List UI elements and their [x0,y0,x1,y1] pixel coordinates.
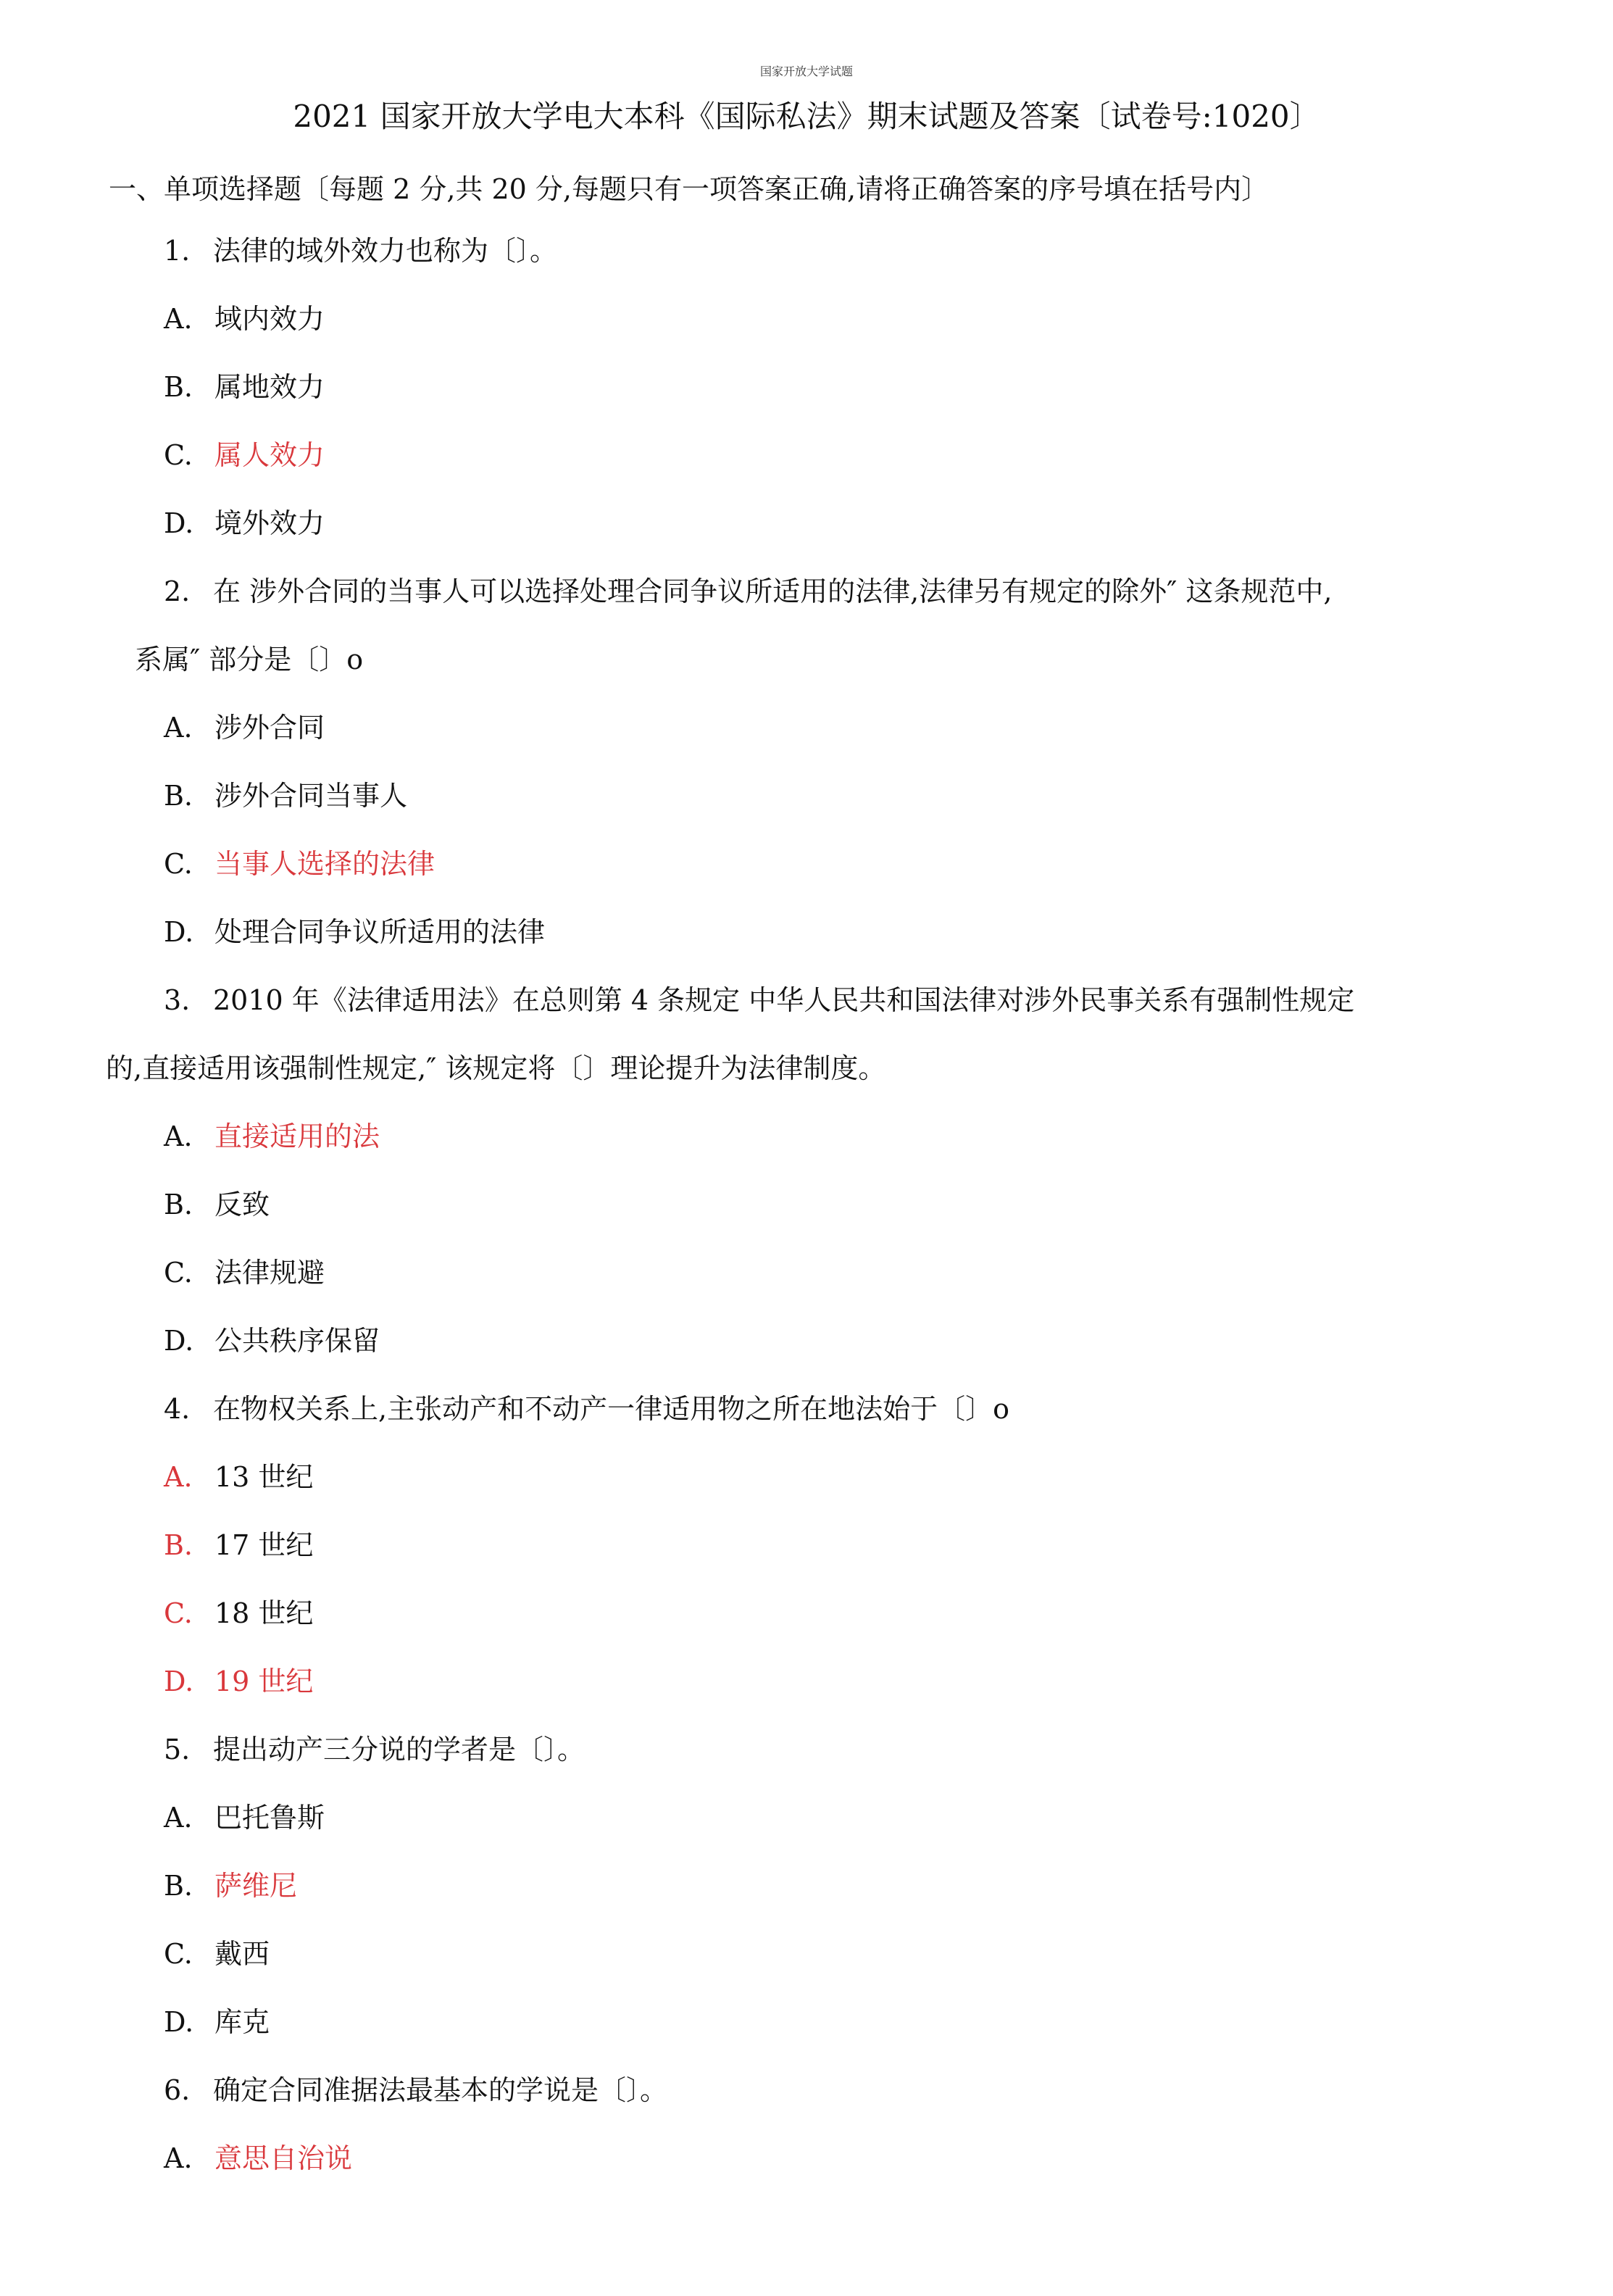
option-text: 17 世纪 [214,1529,314,1561]
q1-option-a [164,301,325,336]
correct-answer-text: 萨维尼 [214,1870,298,1902]
question-text: 在物权关系上,主张动产和不动产一律适用物之所在地法始于〔〕o [213,1393,1009,1425]
question-number: 2. [164,575,191,607]
question-text: 法律的域外效力也称为〔〕。 [213,235,558,267]
option-text: 涉外合同当事人 [214,780,408,812]
option-letter: B. [164,1870,193,1902]
q4-option-b [164,1528,313,1563]
option-letter: C. [164,1938,193,1970]
q3-option-a [164,1119,380,1154]
option-letter: C. [164,439,193,471]
question-3-continued [106,1051,885,1086]
page-header: 国家开放大学试题 [759,65,853,78]
option-text: 域内效力 [214,303,325,335]
q2-option-c [164,847,435,881]
option-letter: B. [164,371,193,403]
option-letter: B. [164,1189,193,1220]
q6-option-a [164,2141,352,2176]
q2-option-d [164,915,545,949]
q3-option-b [164,1187,270,1222]
option-letter: C. [164,1597,193,1629]
correct-answer-text: 意思自治说 [214,2142,353,2174]
option-text: 公共秩序保留 [214,1325,380,1357]
q4-option-c [164,1596,313,1631]
question-2 [164,574,1333,609]
option-letter: C. [164,1257,193,1289]
q4-option-a [164,1460,313,1494]
page-title: 2021 国家开放大学电大本科《国际私法》期末试题及答案〔试卷号:1020〕 [293,99,1320,134]
option-letter: A. [164,712,193,744]
question-number: 1. [164,235,191,267]
question-5 [164,1732,585,1767]
q5-option-c [164,1937,270,1971]
option-text: 境外效力 [214,507,325,539]
option-letter: B. [164,1529,193,1561]
option-letter: D. [164,1325,194,1357]
option-text: 法律规避 [214,1257,325,1289]
q1-option-c [164,438,325,473]
option-text: 属地效力 [214,371,325,403]
q3-option-d [164,1323,380,1358]
q2-option-b [164,778,407,813]
question-4 [164,1392,1009,1426]
option-letter: C. [164,848,193,880]
question-6 [164,2073,667,2108]
question-number: 6. [164,2074,191,2106]
question-number: 4. [164,1393,191,1425]
option-text: 18 世纪 [214,1597,314,1629]
option-letter: D. [164,916,194,948]
question-2-continued [135,642,363,677]
option-letter: A. [164,2142,193,2174]
option-text: 戴西 [214,1938,270,1970]
correct-answer-text: 19 世纪 [214,1665,314,1697]
question-number: 3. [164,984,191,1016]
question-text: 系属″ 部分是〔〕o [135,644,364,675]
option-letter: D. [164,1665,194,1697]
question-text: 2010 年《法律适用法》在总则第 4 条规定 中华人民共和国法律对涉外民事关系有强制性规定 [213,984,1355,1016]
q1-option-b [164,370,325,404]
option-letter: B. [164,780,193,812]
question-text: 提出动产三分说的学者是〔〕。 [213,1734,585,1765]
option-letter: A. [164,1802,193,1834]
question-1 [164,233,557,268]
q5-option-a [164,1800,325,1835]
q5-option-b [164,1868,297,1903]
q3-option-c [164,1255,325,1290]
option-text: 反致 [214,1189,270,1220]
correct-answer-text: 当事人选择的法律 [214,848,435,880]
question-text: 的,直接适用该强制性规定,″ 该规定将〔〕理论提升为法律制度。 [106,1052,886,1084]
correct-answer-text: 属人效力 [214,439,325,471]
question-text: 在 涉外合同的当事人可以选择处理合同争议所适用的法律,法律另有规定的除外″ 这条规范中, [213,575,1333,607]
option-text: 处理合同争议所适用的法律 [214,916,546,948]
question-number: 5. [164,1734,191,1765]
option-text: 库克 [214,2006,270,2038]
option-letter: A. [164,303,193,335]
option-letter: D. [164,507,194,539]
q4-option-d [164,1664,313,1699]
q5-option-d [164,2005,270,2039]
option-text: 13 世纪 [214,1461,314,1493]
option-letter: A. [164,1120,193,1152]
q2-option-a [164,710,325,745]
correct-answer-text: 直接适用的法 [214,1120,380,1152]
option-text: 涉外合同 [214,712,325,744]
option-letter: D. [164,2006,194,2038]
question-text: 确定合同准据法最基本的学说是〔〕。 [213,2074,668,2106]
option-letter: A. [164,1461,193,1493]
q1-option-d [164,506,325,541]
section-heading: 一、单项选择题〔每题 2 分,共 20 分,每题只有一项答案正确,请将正确答案的序号填在括号内〕 [109,173,1270,205]
option-text: 巴托鲁斯 [214,1802,325,1834]
question-3 [164,983,1354,1018]
